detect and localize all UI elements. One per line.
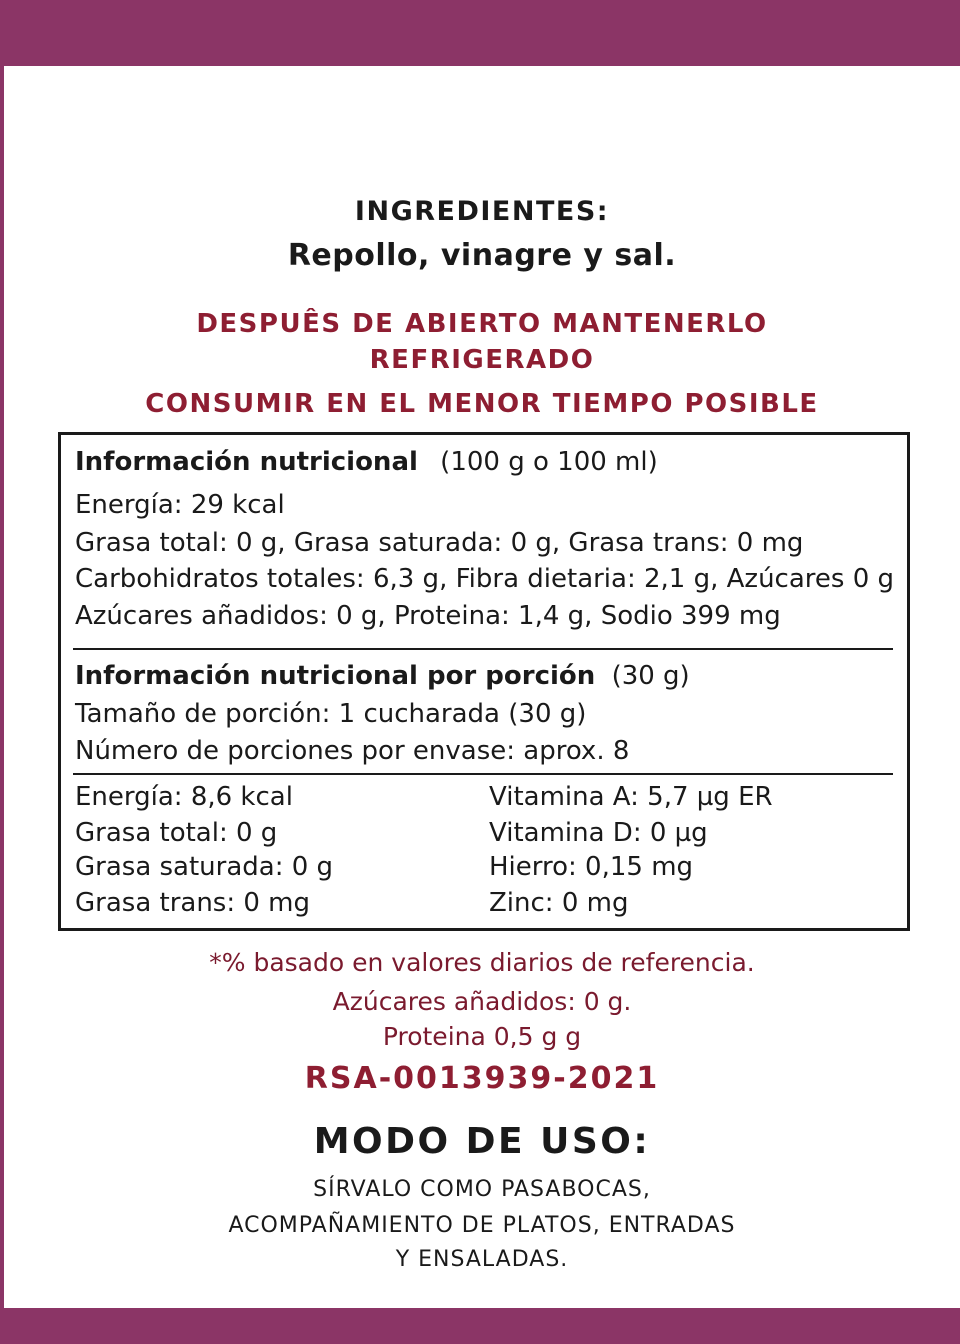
portion-header bbox=[75, 661, 690, 691]
ingredients-text: Repollo, vinagre y sal. bbox=[287, 238, 677, 273]
servings-per-container: Número de porciones por envase: aprox. 8 bbox=[75, 736, 630, 766]
usage-line3: Y ENSALADAS. bbox=[395, 1247, 569, 1272]
iron: Hierro: 0,15 mg bbox=[489, 852, 694, 882]
zinc: Zinc: 0 mg bbox=[489, 888, 629, 918]
per100-carbs: Carbohidratos totales: 6,3 g, Fibra dietaria: 2,1 g, Azúcares 0 g bbox=[75, 564, 895, 594]
sanitary-registration: RSA-0013939-2021 bbox=[304, 1061, 660, 1096]
added-sugars-note: Azúcares añadidos: 0 g. bbox=[332, 987, 632, 1016]
nutrition-title: Información nutricional bbox=[75, 447, 418, 477]
portion-basis: (30 g) bbox=[611, 661, 690, 691]
nutrition-facts-box bbox=[58, 432, 910, 931]
vitamin-a: Vitamina A: 5,7 µg ER bbox=[489, 782, 773, 812]
section-divider bbox=[73, 773, 893, 775]
usage-title: MODO DE USO: bbox=[313, 1121, 651, 1162]
per100-fats: Grasa total: 0 g, Grasa saturada: 0 g, Grasa trans: 0 mg bbox=[75, 528, 804, 558]
portion-trans-fat: Grasa trans: 0 mg bbox=[75, 888, 311, 918]
portion-title: Información nutricional por porción bbox=[75, 661, 596, 691]
portion-energy: Energía: 8,6 kcal bbox=[75, 782, 293, 812]
label-panel bbox=[4, 66, 960, 1308]
usage-line1: SÍRVALO COMO PASABOCAS, bbox=[313, 1177, 651, 1202]
reference-note: *% basado en valores diarios de referencia. bbox=[209, 948, 755, 977]
ingredients-title: INGREDIENTES: bbox=[354, 196, 610, 227]
vitamin-d: Vitamina D: 0 µg bbox=[489, 818, 708, 848]
per100-energy: Energía: 29 kcal bbox=[75, 490, 285, 520]
portion-total-fat: Grasa total: 0 g bbox=[75, 818, 278, 848]
consume-warning: CONSUMIR EN EL MENOR TIEMPO POSIBLE bbox=[145, 389, 819, 419]
section-divider bbox=[73, 648, 893, 650]
nutrition-header bbox=[75, 447, 658, 477]
storage-warning-line2: REFRIGERADO bbox=[369, 345, 595, 375]
storage-warning-line1: DESPUÊS DE ABIERTO MANTENERLO bbox=[196, 309, 768, 339]
portion-size: Tamaño de porción: 1 cucharada (30 g) bbox=[75, 699, 587, 729]
per100-sugars-protein-sodium: Azúcares añadidos: 0 g, Proteina: 1,4 g, Sodio 399 mg bbox=[75, 601, 781, 631]
protein-note: Proteina 0,5 g g bbox=[382, 1022, 582, 1051]
nutrition-basis: (100 g o 100 ml) bbox=[440, 447, 658, 477]
usage-line2: ACOMPAÑAMIENTO DE PLATOS, ENTRADAS bbox=[228, 1213, 736, 1238]
portion-saturated-fat: Grasa saturada: 0 g bbox=[75, 852, 334, 882]
